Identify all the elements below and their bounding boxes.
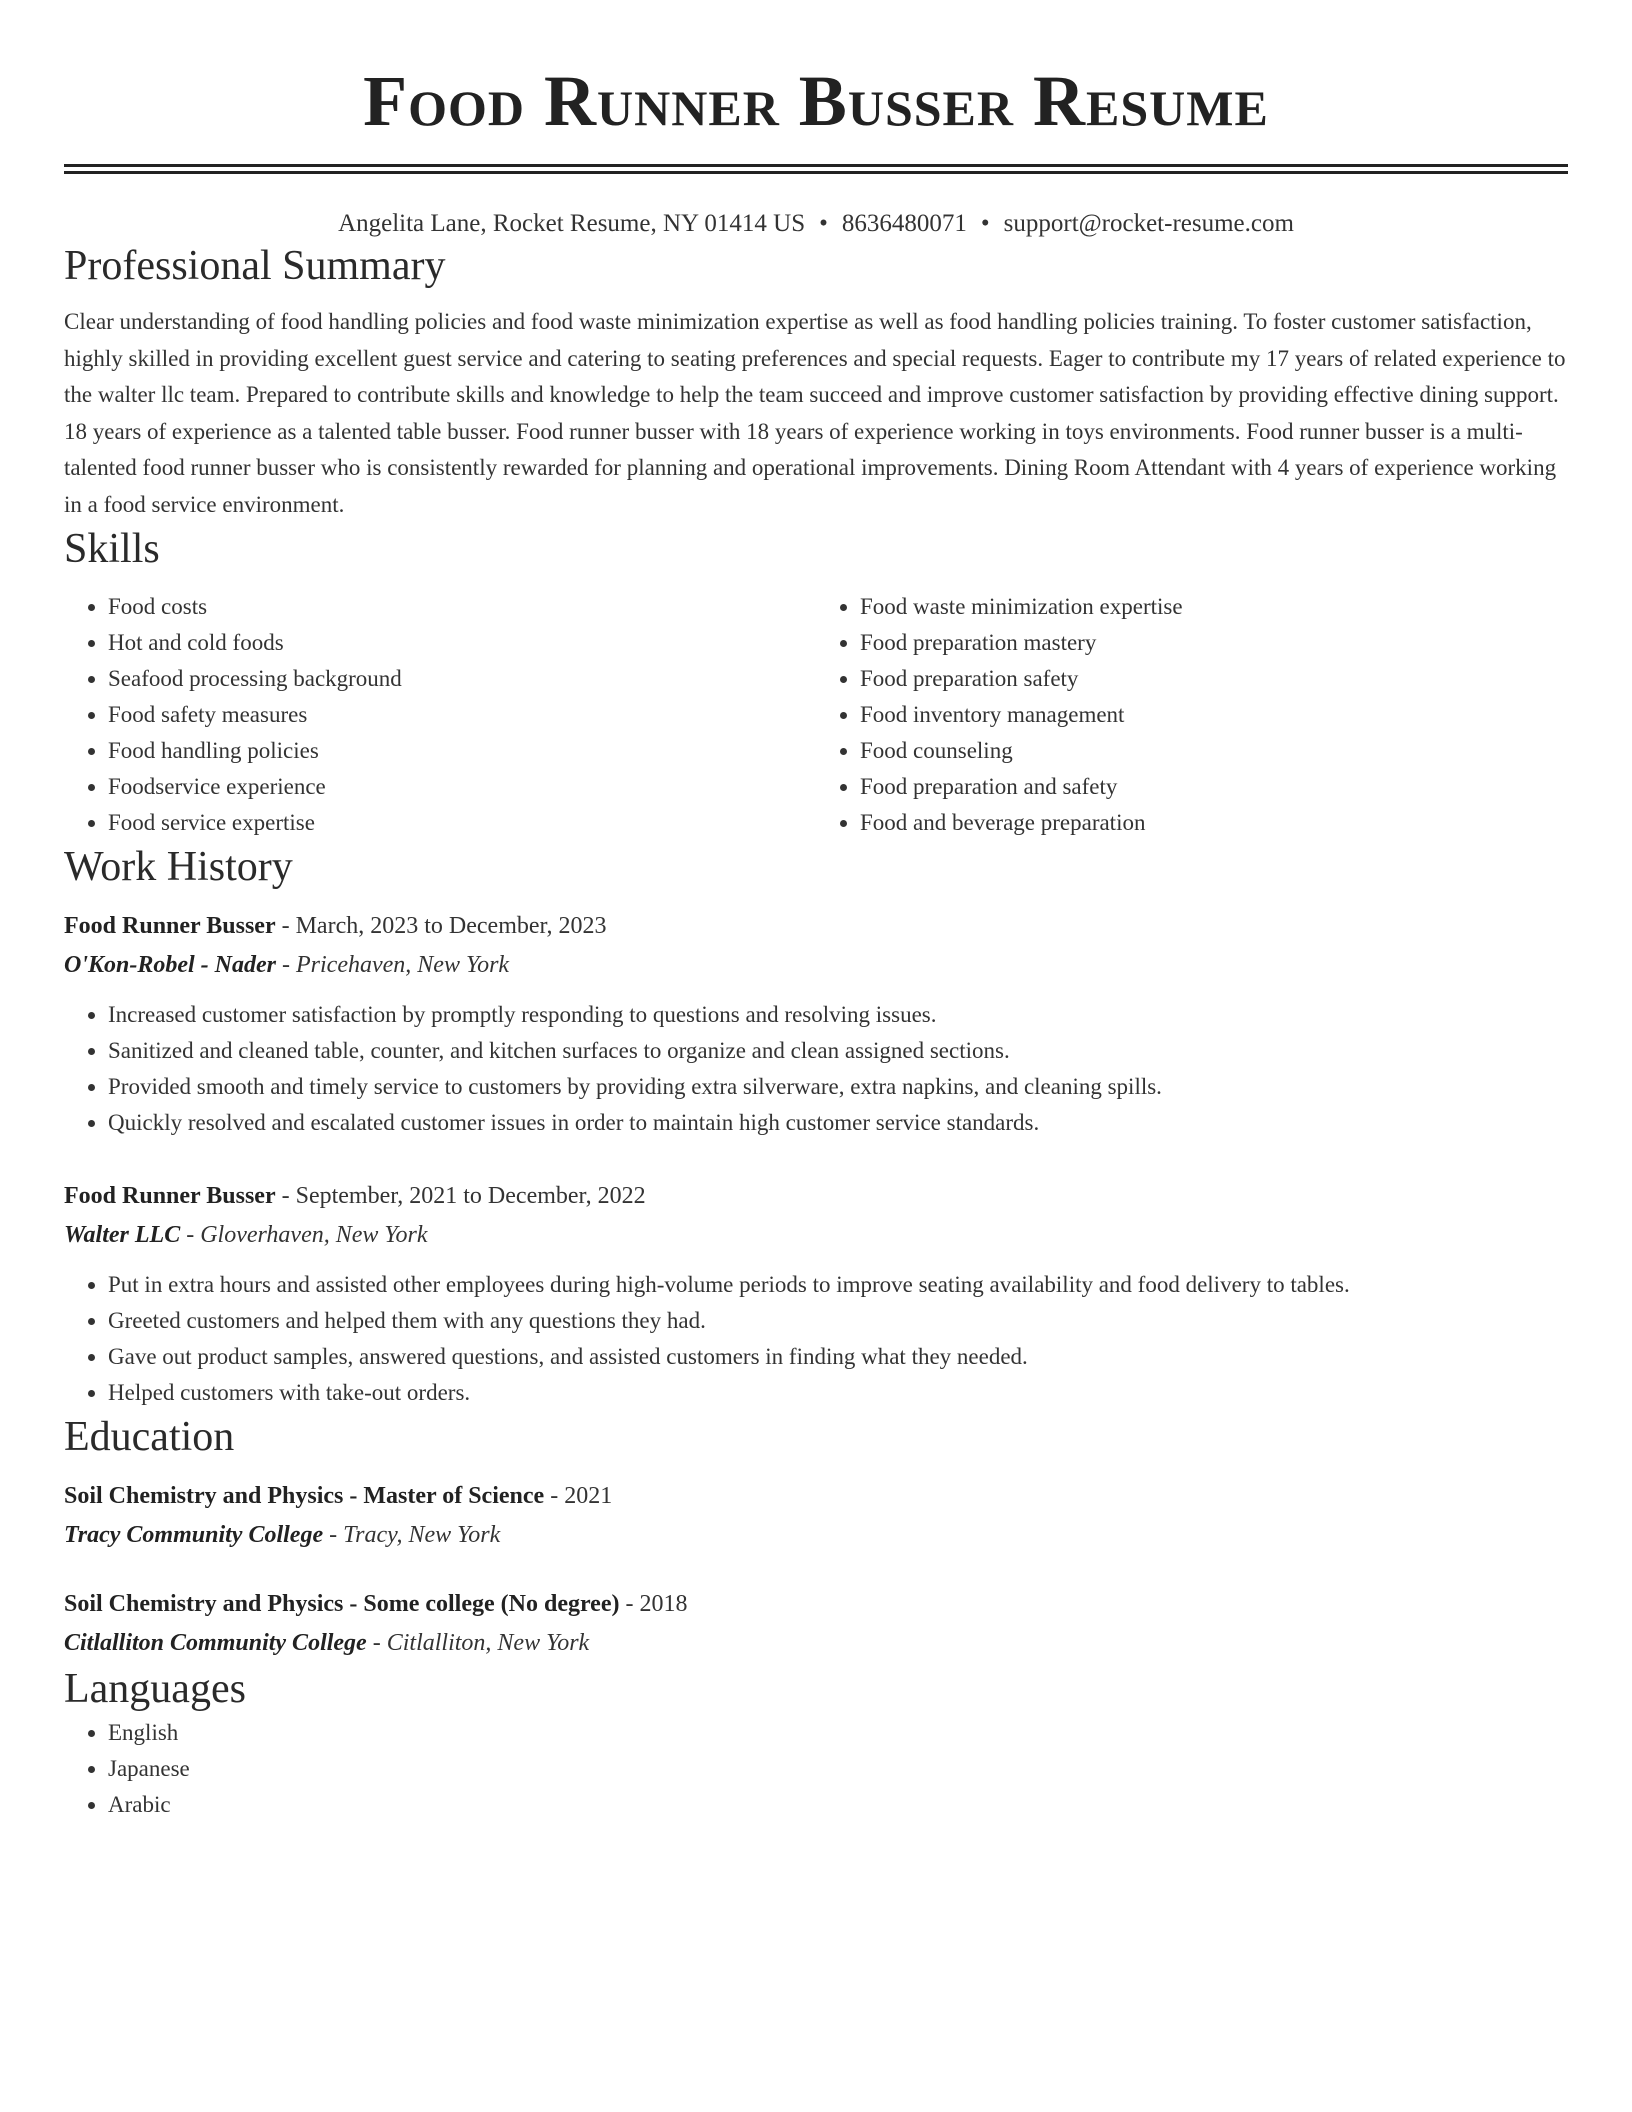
job-dates: September, 2021 to December, 2022 xyxy=(295,1183,646,1209)
employer-name: O'Kon-Robel - Nader xyxy=(64,952,276,978)
job-duty: • Put in extra hours and assisted other employees during high-volume periods to improve seating availability and food delivery to tables. xyxy=(108,1267,1568,1303)
degree-line: Soil Chemistry and Physics - Some college (No degree) - 2018 xyxy=(64,1591,688,1617)
job-dates: March, 2023 to December, 2023 xyxy=(295,913,607,939)
school-location: Citlalliton, New York xyxy=(386,1630,590,1656)
skill-item: • Food costs xyxy=(108,589,816,625)
contact-line xyxy=(64,208,1568,240)
language-item: • Japanese xyxy=(108,1751,1568,1787)
skill-item: • Food handling policies xyxy=(108,733,816,769)
work-history-heading: Work History xyxy=(64,844,293,890)
job-duty: • Sanitized and cleaned table, counter, and kitchen surfaces to organize and clean assigned sections. xyxy=(108,1033,1568,1069)
skill-item: • Food waste minimization expertise xyxy=(860,589,1568,625)
skill-item: • Food safety measures xyxy=(108,697,816,733)
employer-location: Gloverhaven, New York xyxy=(200,1222,428,1248)
contact-address: Angelita Lane, Rocket Resume, NY 01414 US xyxy=(338,210,806,237)
job-duties-list xyxy=(64,997,1568,1141)
job-title: Food Runner Busser xyxy=(64,1183,276,1209)
contact-email: support@rocket-resume.com xyxy=(1003,210,1294,237)
resume-title: Food Runner Busser Resume xyxy=(363,61,1269,141)
education-entry xyxy=(64,1477,1568,1555)
languages-heading: Languages xyxy=(64,1666,246,1712)
employer-location: Pricehaven, New York xyxy=(296,952,510,978)
language-item: • English xyxy=(108,1715,1568,1751)
degree-year: 2018 xyxy=(639,1591,688,1617)
degree-name: Soil Chemistry and Physics - Some college (No degree) xyxy=(64,1591,620,1617)
school-name: Tracy Community College xyxy=(64,1522,324,1548)
employer-line: Walter LLC - Gloverhaven, New York xyxy=(64,1222,428,1248)
skills-list-left xyxy=(64,589,816,841)
education-heading: Education xyxy=(64,1414,235,1460)
job-title-line: Food Runner Busser - March, 2023 to December, 2023 xyxy=(64,913,607,939)
contact-separator: • xyxy=(819,210,828,237)
skill-item: • Food preparation mastery xyxy=(860,625,1568,661)
degree-line: Soil Chemistry and Physics - Master of Science - 2021 xyxy=(64,1483,613,1509)
languages-list xyxy=(64,1715,1568,1823)
school-line: Citlalliton Community College - Citlalliton, New York xyxy=(64,1630,590,1656)
job-duty: • Provided smooth and timely service to customers by providing extra silverware, extra napkins, and cleaning spills. xyxy=(108,1069,1568,1105)
employer-name: Walter LLC xyxy=(64,1222,181,1248)
education-entry xyxy=(64,1585,1568,1663)
job-entry xyxy=(64,907,1568,1141)
job-title: Food Runner Busser xyxy=(64,913,276,939)
skills-list-right xyxy=(816,589,1568,841)
skill-item: • Food inventory management xyxy=(860,697,1568,733)
job-duty: • Gave out product samples, answered questions, and assisted customers in finding what they needed. xyxy=(108,1339,1568,1375)
job-duty: • Quickly resolved and escalated customer issues in order to maintain high customer service standards. xyxy=(108,1105,1568,1141)
job-title-line: Food Runner Busser - September, 2021 to December, 2022 xyxy=(64,1183,646,1209)
skill-item: • Food service expertise xyxy=(108,805,816,841)
job-duties-list xyxy=(64,1267,1568,1411)
language-item: • Arabic xyxy=(108,1787,1568,1823)
school-location: Tracy, New York xyxy=(343,1522,501,1548)
summary-text: Clear understanding of food handling policies and food waste minimization expertise as well as food handling policies training. To foster customer satisfaction, highly skilled in providing excellent guest service and catering to seating preferences and special requests. Eager to contribute my 17 years of related experience to the walter llc team. Prepared to contribute skills and knowledge to help the team succeed and improve customer satisfaction by providing effective dining support. 18 years of experience as a talented table busser. Food runner busser with 18 years of experience working in toys environments. Food runner busser is a multi-talented food runner busser who is consistently rewarded for planning and operational improvements. Dining Room Attendant with 4 years of experience working in a food service environment. xyxy=(64,309,1566,517)
school-name: Citlalliton Community College xyxy=(64,1630,367,1656)
skill-item: • Seafood processing background xyxy=(108,661,816,697)
skill-item: • Food counseling xyxy=(860,733,1568,769)
job-duty: • Helped customers with take-out orders. xyxy=(108,1375,1568,1411)
job-duty: • Greeted customers and helped them with any questions they had. xyxy=(108,1303,1568,1339)
school-line: Tracy Community College - Tracy, New York xyxy=(64,1522,501,1548)
skill-item: • Food preparation and safety xyxy=(860,769,1568,805)
skill-item: • Food preparation safety xyxy=(860,661,1568,697)
degree-name: Soil Chemistry and Physics - Master of Science xyxy=(64,1483,545,1509)
job-duty: • Increased customer satisfaction by promptly responding to questions and resolving issues. xyxy=(108,997,1568,1033)
employer-line: O'Kon-Robel - Nader - Pricehaven, New York xyxy=(64,952,510,978)
skill-item: • Hot and cold foods xyxy=(108,625,816,661)
skill-item: • Foodservice experience xyxy=(108,769,816,805)
skills-heading: Skills xyxy=(64,526,160,572)
contact-separator: • xyxy=(980,210,990,237)
contact-phone: 8636480071 xyxy=(841,210,967,237)
skills-columns xyxy=(64,589,1568,841)
degree-year: 2021 xyxy=(564,1483,613,1509)
job-entry xyxy=(64,1177,1568,1411)
title-double-rule xyxy=(64,164,1568,174)
summary-heading: Professional Summary xyxy=(64,243,446,289)
skill-item: • Food and beverage preparation xyxy=(860,805,1568,841)
